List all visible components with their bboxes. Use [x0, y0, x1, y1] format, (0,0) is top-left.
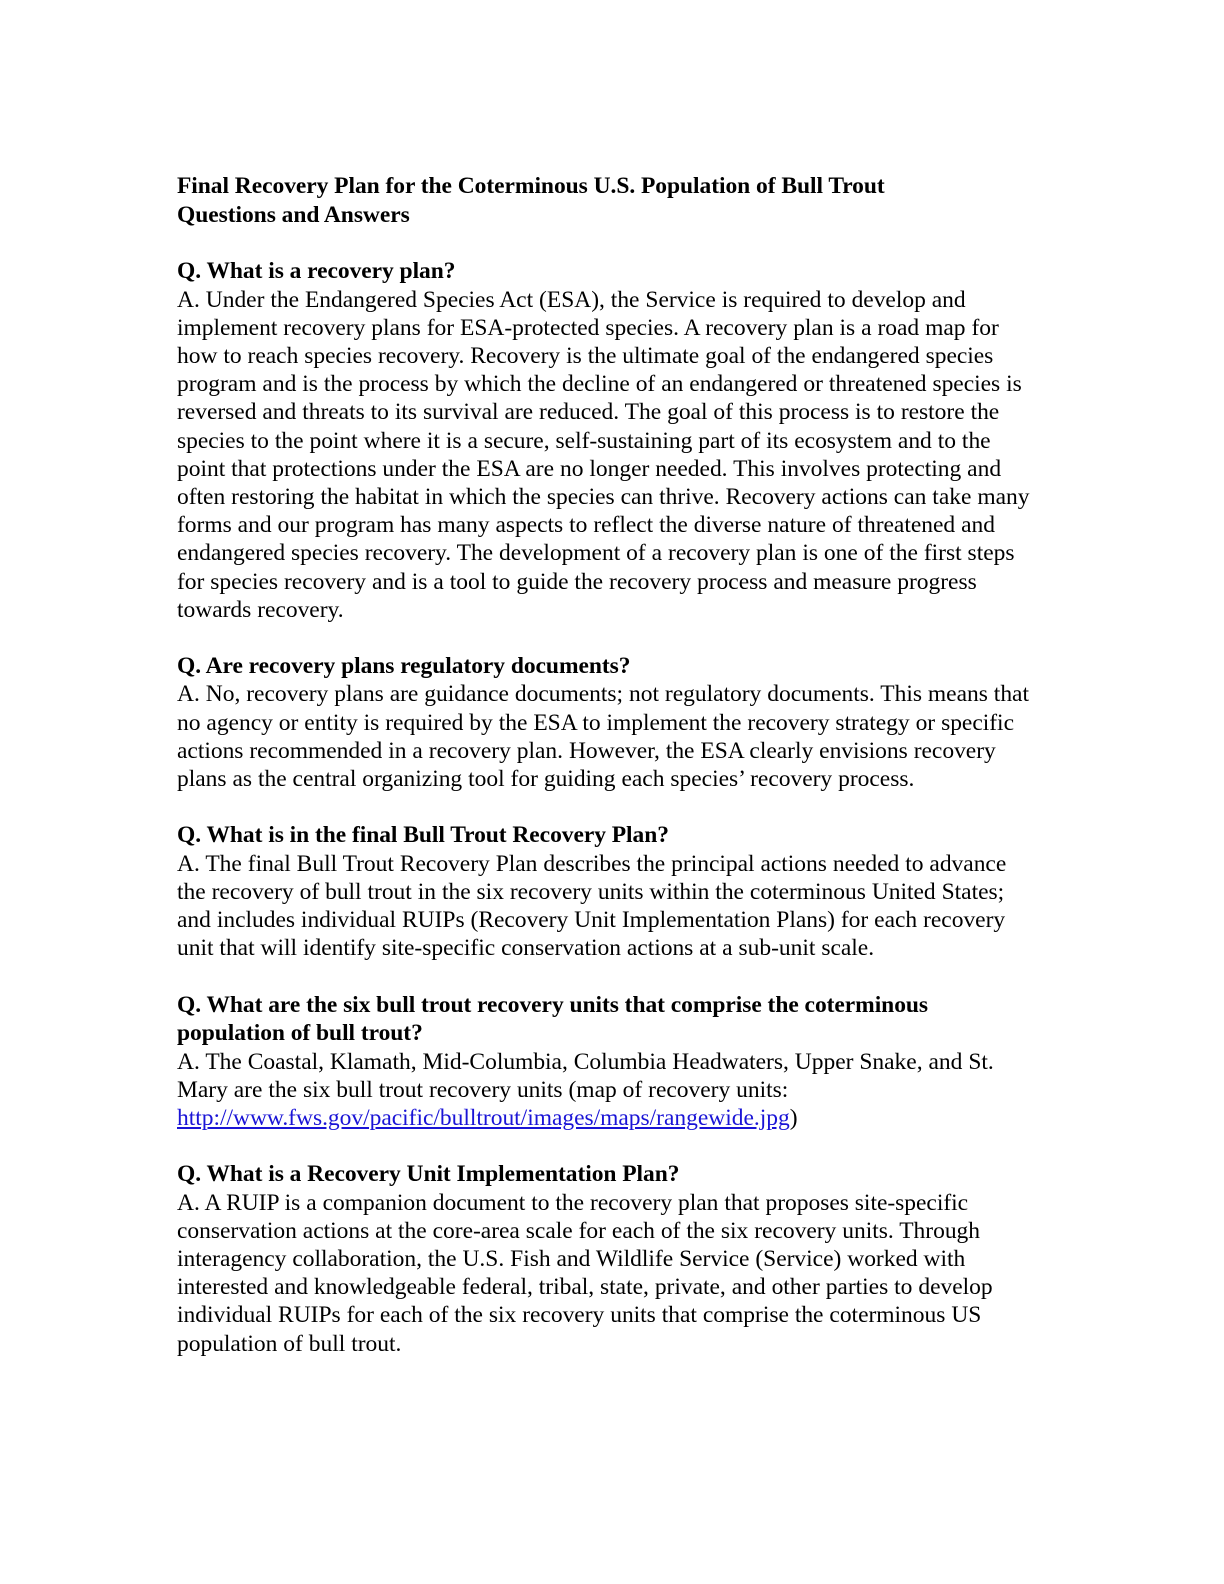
qa-answer: A. The final Bull Trout Recovery Plan describes the principal actions needed to advance the recovery of bull trout in the six recovery units within the coterminous United States; and includes individual RUIPs (Recovery Unit Implementation Plans) for each recovery unit that will identify site-specific conservation actions at a sub-unit scale. — [177, 850, 1007, 962]
qa-question: Q. Are recovery plans regulatory documents? — [177, 652, 631, 679]
qa-answer: A. Under the Endangered Species Act (ESA), the Service is required to develop and implement recovery plans for ESA-protected species. A recovery plan is a road map for how to reach species recovery. Recovery is the ultimate goal of the endangered species program and is the process by which the decline of an endangered or threatened species is reversed and threats to its survival are reduced. The goal of this process is to restore the species to the point where it is a secure, self-sustaining part of its ecosystem and to the point that protections under the ESA are no longer needed. This involves protecting and often restoring the habitat in which the species can thrive. Recovery actions can take many forms and our program has many aspects to reflect the diverse nature of threatened and endangered species recovery. The development of a recovery plan is one of the first steps for species recovery and is a tool to guide the recovery process and measure progress towards recovery. — [177, 286, 1030, 623]
qa-question: Q. What are the six bull trout recovery units that comprise the coterminous population of bull trout? — [177, 991, 929, 1047]
title-body-spacer — [177, 229, 1036, 257]
qa-answer-text-before-link: A. The Coastal, Klamath, Mid-Columbia, Columbia Headwaters, Upper Snake, and St. Mary are the six bull trout recovery units (map of recovery units: — [177, 1048, 994, 1103]
qa-answer-with-link — [177, 1048, 1036, 1133]
page-title — [177, 172, 1036, 229]
section-spacer-2 — [177, 793, 1036, 821]
page-title-line-1: Final Recovery Plan for the Coterminous U.S. Population of Bull Trout — [177, 173, 885, 199]
qa-section-final-plan-contents — [177, 821, 1036, 962]
qa-section-six-recovery-units — [177, 991, 1036, 1133]
qa-section-recovery-plan-definition — [177, 257, 1036, 624]
qa-section-regulatory-documents — [177, 652, 1036, 793]
section-spacer-4 — [177, 1132, 1036, 1160]
qa-answer: A. No, recovery plans are guidance documents; not regulatory documents. This means that no agency or entity is required by the ESA to implement the recovery strategy or specific actions recommended in a recovery plan. However, the ESA clearly envisions recovery plans as the central organizing tool for guiding each species’ recovery process. — [177, 681, 1029, 793]
qa-answer: A. A RUIP is a companion document to the recovery plan that proposes site-specific conservation actions at the core-area scale for each of the six recovery units. Through interagency collaboration, the U.S. Fish and Wildlife Service (Service) worked with interested and knowledgeable federal, tribal, state, private, and other parties to develop individual RUIPs for each of the six recovery units that comprise the coterminous US population of bull trout. — [177, 1189, 993, 1357]
section-spacer-3 — [177, 963, 1036, 991]
qa-answer-text-after-link: ) — [789, 1104, 798, 1131]
page-title-line-2: Questions and Answers — [177, 201, 410, 228]
section-spacer-1 — [177, 624, 1036, 652]
qa-question: Q. What is a recovery plan? — [177, 258, 456, 284]
rangewide-map-link[interactable]: http://www.fws.gov/pacific/bulltrout/images/maps/rangewide.jpg — [177, 1104, 790, 1131]
qa-question: Q. What is a Recovery Unit Implementation Plan? — [177, 1161, 680, 1188]
qa-section-ruip-definition — [177, 1160, 1036, 1358]
qa-question: Q. What is in the final Bull Trout Recovery Plan? — [177, 822, 669, 849]
